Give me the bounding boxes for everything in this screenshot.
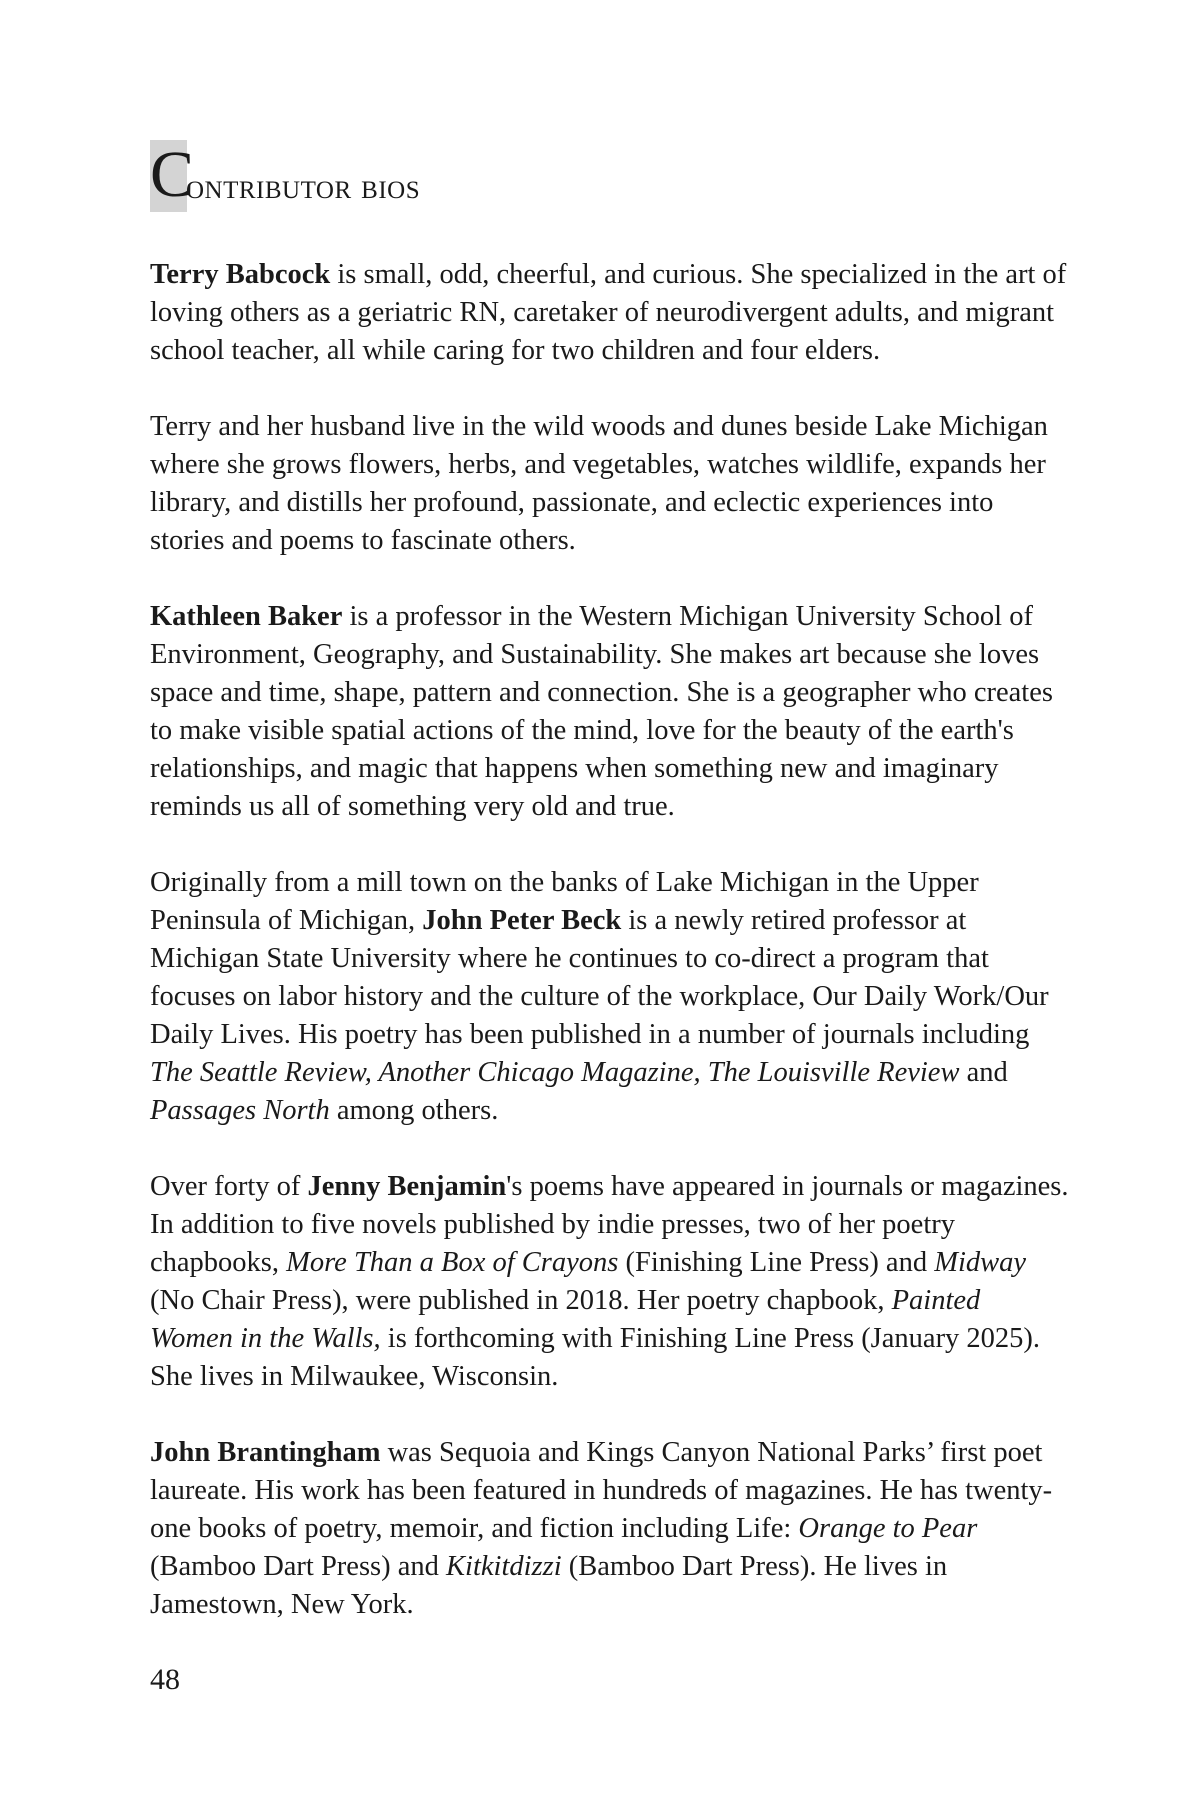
bio-text: 's poems have appeared in journals or magazines. In addition to five novels published by indie presses, two of her poetry chapbooks, xyxy=(150,1171,1069,1278)
bio-publication-title: Midway xyxy=(934,1247,1027,1278)
page-number: 48 xyxy=(150,1663,180,1696)
bio-text: (Finishing Line Press) and xyxy=(618,1247,935,1278)
bio-name: John Peter Beck xyxy=(422,905,622,936)
bio-text: is small, odd, cheerful, and curious. She specialized in the art of loving others as a geriatric RN, caretaker of neurodivergent adults, and migrant school teacher, all while caring for two children and four elders. xyxy=(150,259,1067,366)
bio-text: Terry and her husband live in the wild woods and dunes beside Lake Michigan where she grows flowers, herbs, and vegetables, watches wildlife, expands her library, and distills her profound, passionate, and eclectic experiences into stories and poems to fascinate others. xyxy=(150,411,1048,556)
bio-name: Terry Babcock xyxy=(150,259,331,290)
bio-text-pre: Over forty of xyxy=(150,1171,308,1202)
bio-text: (Bamboo Dart Press) and xyxy=(150,1551,447,1582)
bio-kathleen-baker xyxy=(150,598,1070,826)
bio-publication-title: More Than a Box of Crayons xyxy=(286,1247,619,1278)
bio-john-brantingham xyxy=(150,1434,1070,1624)
bio-john-peter-beck xyxy=(150,864,1070,1130)
bio-text: is a professor in the Western Michigan University School of Environment, Geography, and Sustainability. She makes art because she loves space and time, shape, pattern and connection. She is a geographer who creates to make visible spatial actions of the mind, love for the beauty of the earth's relationships, and magic that happens when something new and imaginary reminds us all of something very old and true. xyxy=(150,601,1053,822)
bio-name: John Brantingham xyxy=(150,1437,381,1468)
bio-publication-title: The Seattle Review, Another Chicago Magazine, The Louisville Review xyxy=(150,1057,960,1088)
bio-name: Kathleen Baker xyxy=(150,601,343,632)
title-initial: C xyxy=(150,138,195,211)
bio-publication-title: Kitkitdizzi xyxy=(446,1551,562,1582)
bio-publication-title: Passages North xyxy=(150,1095,330,1126)
title-rest: ontributor bios xyxy=(186,166,421,206)
bio-text: was Sequoia and Kings Canyon National Parks’ first poet laureate. His work has been featured in hundreds of magazines. He has twenty-one books of poetry, memoir, and fiction including Life: xyxy=(150,1437,1053,1544)
bio-publication-title: Painted Women in the Walls, xyxy=(150,1285,981,1354)
bio-jenny-benjamin xyxy=(150,1168,1070,1396)
bio-text-pre: Originally from a mill town on the banks of Lake Michigan in the Upper Peninsula of Michigan, xyxy=(150,867,979,936)
page-title xyxy=(150,138,1070,212)
bio-text: among others. xyxy=(329,1095,499,1126)
page-content xyxy=(150,138,1070,1662)
bio-terry-babcock-continued xyxy=(150,408,1070,560)
bio-terry-babcock xyxy=(150,256,1070,370)
bio-text: (Bamboo Dart Press). He lives in Jamestown, New York. xyxy=(150,1551,948,1620)
bio-text: is a newly retired professor at Michigan State University where he continues to co-direct a program that focuses on labor history and the culture of the workplace, Our Daily Work/Our Daily Lives. His poetry has been published in a number of journals including xyxy=(150,905,1049,1050)
bio-text: is forthcoming with Finishing Line Press (January 2025). She lives in Milwaukee, Wisconsin. xyxy=(150,1323,1041,1392)
bio-publication-title: Orange to Pear xyxy=(798,1513,978,1544)
bio-text: and xyxy=(959,1057,1008,1088)
bio-text: (No Chair Press), were published in 2018. Her poetry chapbook, xyxy=(150,1285,892,1316)
bio-name: Jenny Benjamin xyxy=(307,1171,507,1202)
